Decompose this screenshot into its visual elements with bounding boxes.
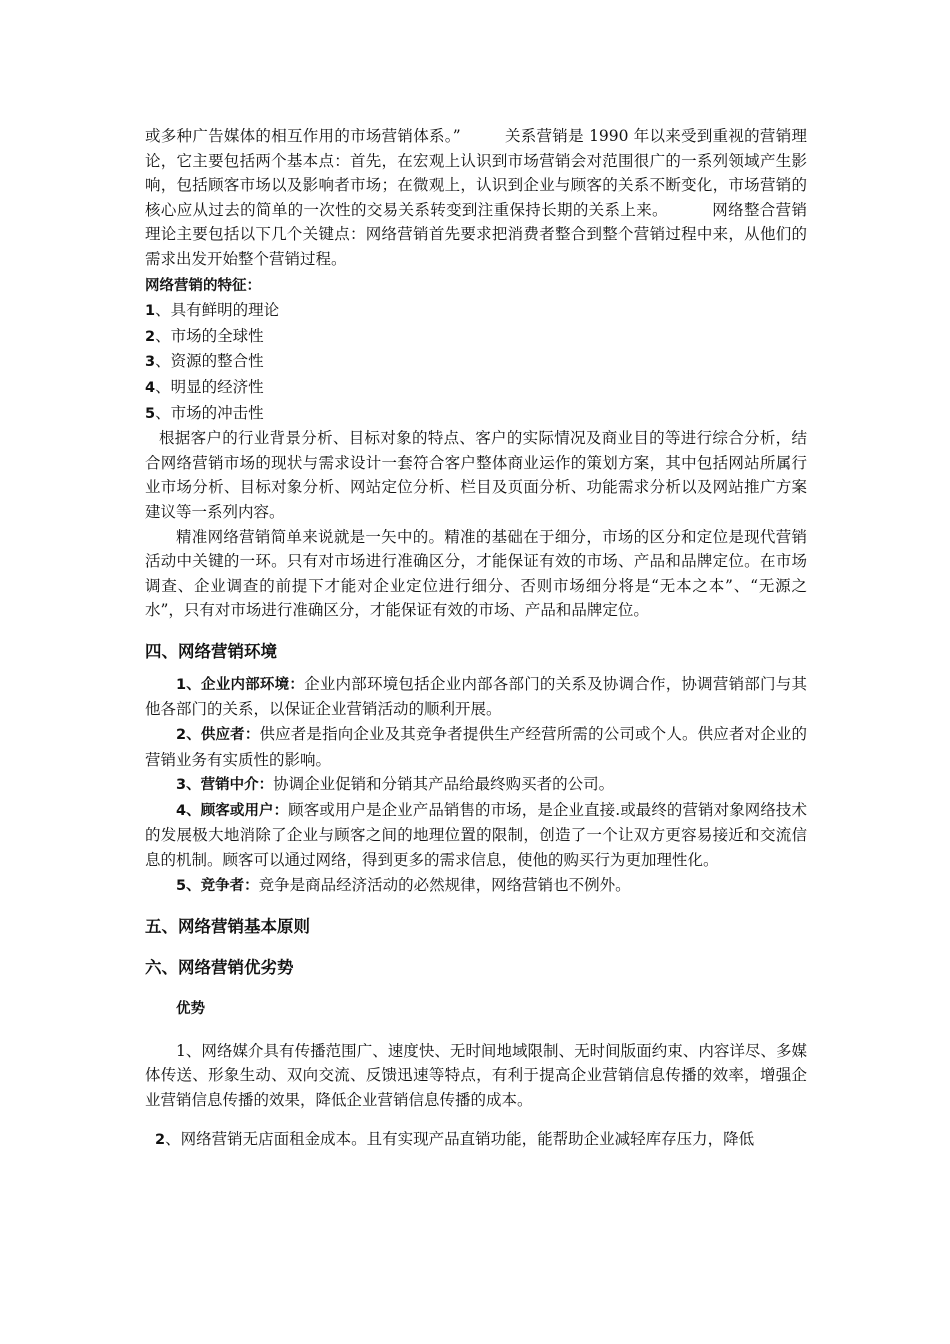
- feature-item-1: 1、具有鲜明的理论: [145, 301, 280, 320]
- intro-text-2: 关系营销是 1990 年以来受到重视的营销理论，它主要包括两个基本点：首先，在宏观上认识到市场营销会对范围很广的一系列领域产生影响，包括顾客市场以及影响者市场；在微观上，认识到企业与顾客的关系不断变化，市场营销的核心应从过去的简单的一次性的交易关系转变到注重保持长期的关系上来。: [145, 127, 807, 219]
- section-5-heading: 五、网络营销基本原则: [145, 917, 310, 937]
- feature-item-2: 2、市场的全球性: [145, 326, 264, 345]
- section-6-heading: 六、网络营销优劣势: [145, 958, 294, 978]
- env-item-3: 3、营销中介：协调企业促销和分销其产品给最终购买者的公司。: [176, 775, 615, 794]
- advantage-paragraph-1: 1、网络媒介具有传播范围广、速度快、无时间地域限制、无时间版面约束、内容详尽、多媒体传送、形象生动、双向交流、反馈迅速等特点，有利于提高企业营销信息传播的效率，增强企业营销信息传播的效果，降低企业营销信息传播的成本。: [145, 1041, 807, 1109]
- feature-item-4: 4、明显的经济性: [145, 377, 264, 396]
- env-item-2: 2、供应者：供应者是指向企业及其竞争者提供生产经营所需的公司或个人。供应者对企业的营销业务有实质性的影响。: [145, 725, 807, 769]
- intro-text-1: 或多种广告媒体的相互作用的市场营销体系。”: [145, 127, 461, 145]
- analysis-paragraph: 根据客户的行业背景分析、目标对象的特点、客户的实际情况及商业目的等进行综合分析，结合网络营销市场的现状与需求设计一套符合客户整体商业运作的策划方案，其中包括网站所属行业市场分析、目标对象分析、网站定位分析、栏目及页面分析、功能需求分析以及网站推广方案建议等一系列内容。: [145, 429, 807, 521]
- precision-paragraph: 精准网络营销简单来说就是一矢中的。精准的基础在于细分，市场的区分和定位是现代营销活动中关键的一环。只有对市场进行准确区分，才能保证有效的市场、产品和品牌定位。在市场调查、企业调查的前提下才能对企业定位进行细分、否则市场细分将是“无本之本”、“无源之水”，只有对市场进行准确区分，才能保证有效的市场、产品和品牌定位。: [145, 527, 807, 620]
- env-item-5: 5、竞争者：竞争是商品经济活动的必然规律，网络营销也不例外。: [176, 875, 631, 894]
- feature-item-5: 5、市场的冲击性: [145, 403, 264, 422]
- features-title: 网络营销的特征：: [145, 277, 261, 294]
- intro-paragraph: [145, 124, 807, 272]
- advantages-subheading: 优势: [176, 1001, 205, 1018]
- feature-item-3: 3、资源的整合性: [145, 352, 264, 371]
- section-4-heading: 四、网络营销环境: [145, 641, 277, 661]
- document-page: [145, 124, 807, 1152]
- env-item-4: 4、顾客或用户：顾客或用户是企业产品销售的市场，是企业直接.或最终的营销对象网络技术的发展极大地消除了企业与顾客之间的地理位置的限制，创造了一个让双方更容易接近和交流信息的机制。顾客可以通过网络，得到更多的需求信息，使他的购买行为更加理性化。: [145, 800, 807, 870]
- env-item-1: 1、企业内部环境：企业内部环境包括企业内部各部门的关系及协调合作，协调营销部门与其他各部门的关系，以保证企业营销活动的顺利开展。: [145, 674, 807, 719]
- advantage-paragraph-2: 2、网络营销无店面租金成本。且有实现产品直销功能，能帮助企业减轻库存压力，降低: [155, 1129, 755, 1148]
- intro-text-3: 网络整合营销理论主要包括以下几个关键点：网络营销首先要求把消费者整合到整个营销过程中来，从他们的需求出发开始整个营销过程。: [145, 200, 807, 268]
